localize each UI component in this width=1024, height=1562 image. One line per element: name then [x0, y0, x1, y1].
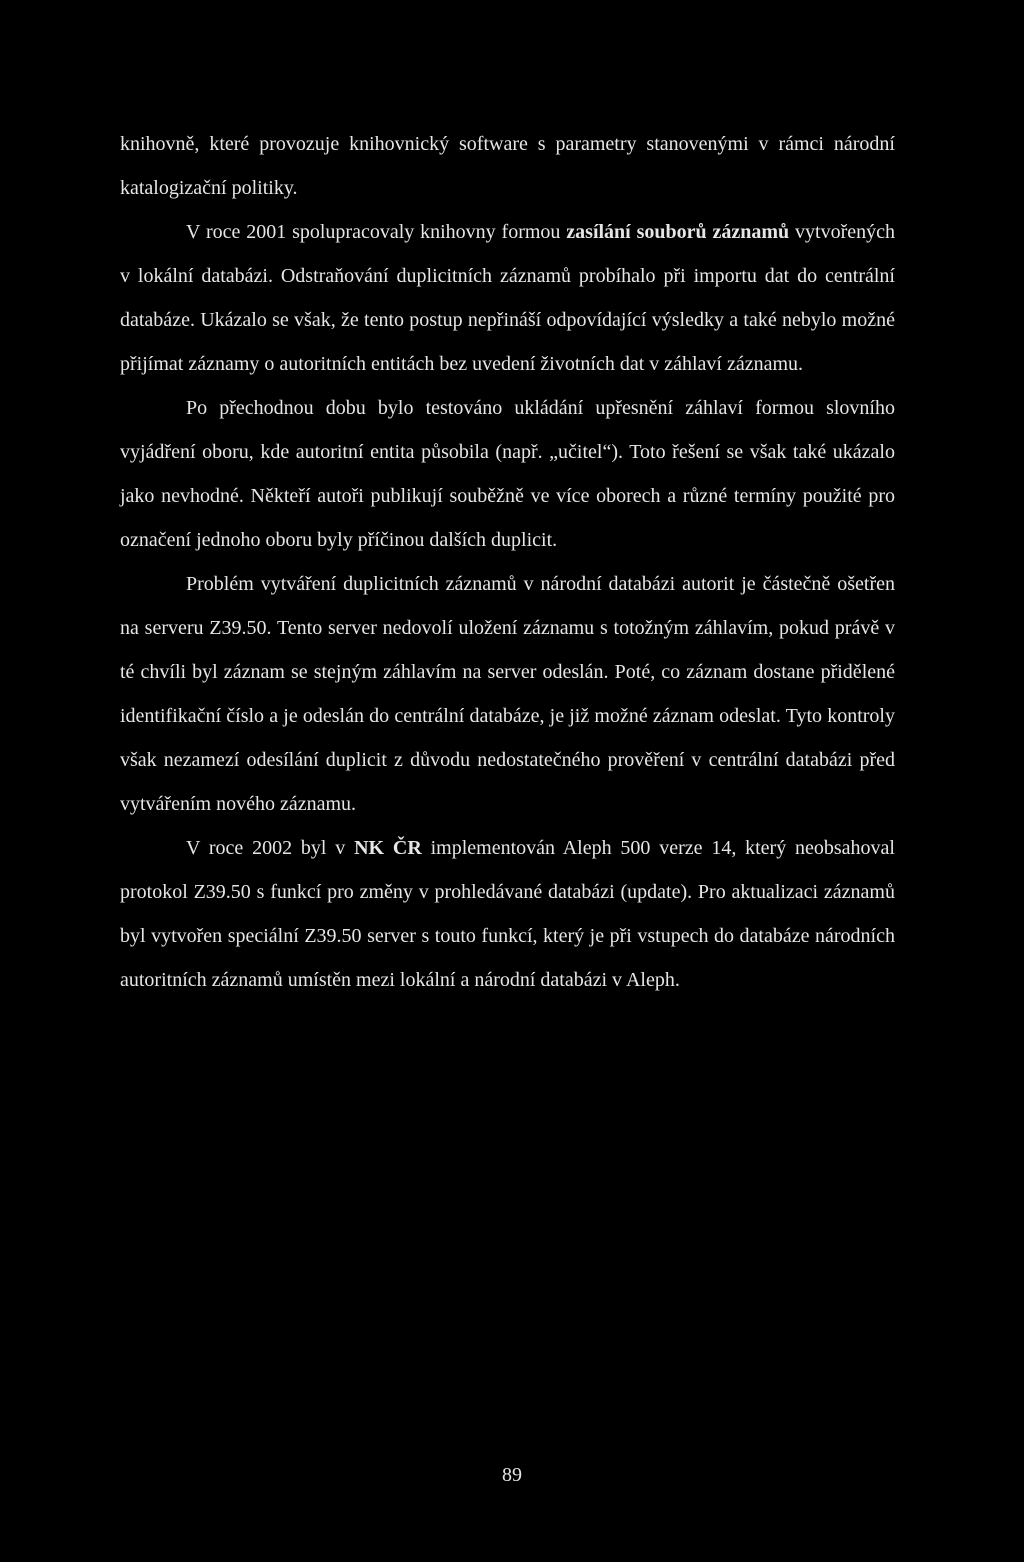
text-run: Problém vytváření duplicitních záznamů v národní databázi autorit je částečně ošetřen na serveru Z39.50. Tento server nedovolí uložení záznamu s totožným záhlavím, pokud právě v té chvíli byl záznam se stejným záhlavím na server odeslán. Poté, co záznam dostane přidělené identifikační číslo a je odeslán do centrální databáze, je již možné záznam odeslat. Tyto kontroly však nezamezí odesílání duplicit z důvodu nedostatečného prověření v centrální databázi před vytvářením nového záznamu.: [120, 573, 895, 815]
bold-text-run: NK ČR: [354, 837, 422, 859]
paragraph-3: [120, 386, 895, 562]
text-run: V roce 2001 spolupracovaly knihovny formou: [186, 221, 567, 243]
paragraph-5: [120, 826, 895, 1002]
text-run: knihovně, které provozuje knihovnický software s parametry stanovenými v rámci národní katalogizační politiky.: [120, 133, 895, 199]
page-number: 89: [502, 1464, 522, 1486]
text-run: vytvořených v lokální databázi. Odstraňování duplicitních záznamů probíhalo při importu dat do centrální databáze. Ukázalo se však, že tento postup nepřináší odpovídající výsledky a také nebylo možné přijímat záznamy o autoritních entitách bez uvedení životních dat v záhlaví záznamu.: [120, 221, 895, 375]
bold-text-run: zasílání souborů záznamů: [566, 221, 790, 243]
text-run: Po přechodnou dobu bylo testováno ukládání upřesnění záhlaví formou slovního vyjádření oboru, kde autoritní entita působila (např. „učitel“). Toto řešení se však také ukázalo jako nevhodné. Někteří autoři publikují souběžně ve více oborech a různé termíny použité pro označení jednoho oboru byly příčinou dalších duplicit.: [120, 397, 895, 551]
paragraph-4: [120, 562, 895, 826]
paragraph-1: [120, 122, 895, 210]
paragraph-2: [120, 210, 895, 386]
body-text: [120, 122, 895, 1002]
text-run: V roce 2002 byl v: [186, 837, 355, 859]
text-run: implementován Aleph 500 verze 14, který neobsahoval protokol Z39.50 s funkcí pro změny v prohledávané databázi (update). Pro aktualizaci záznamů byl vytvořen speciální Z39.50 server s touto funkcí, který je při vstupech do databáze národních autoritních záznamů umístěn mezi lokální a národní databázi v Aleph.: [120, 837, 895, 991]
